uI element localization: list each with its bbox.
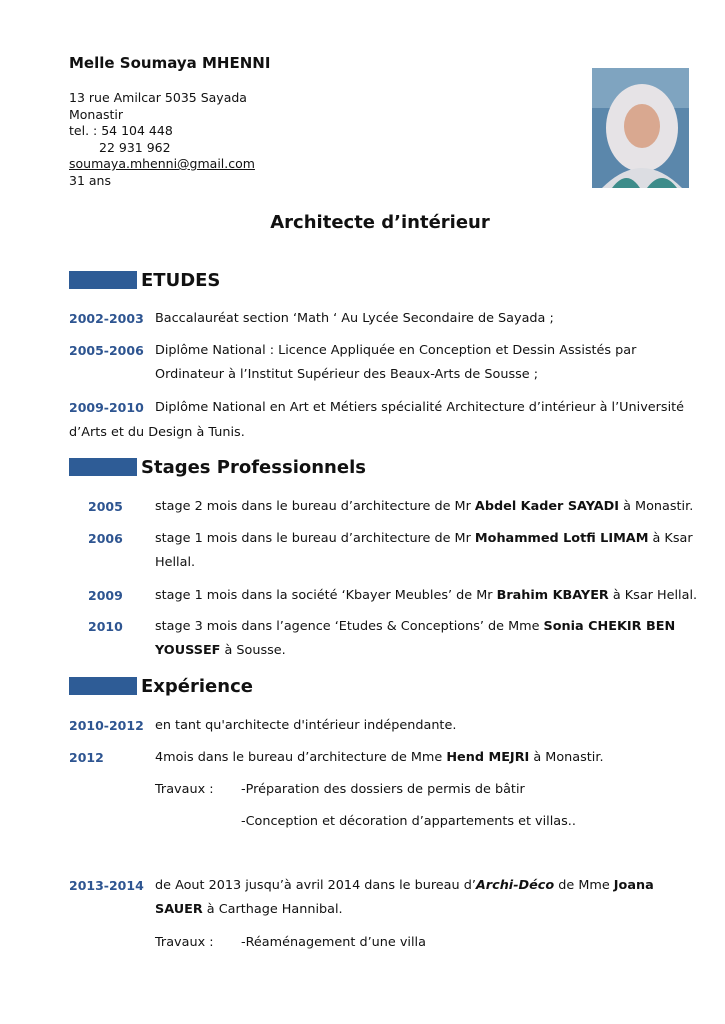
section-experience — [69, 674, 253, 698]
stage-year-3: 2009 — [88, 588, 123, 603]
address-line-1: 13 rue Amilcar 5035 Sayada — [69, 90, 247, 105]
stage-text-1: stage 2 mois dans le bureau d’architecture de Mr Abdel Kader SAYADI à Monastir. — [155, 499, 694, 514]
stage-year-2: 2006 — [88, 531, 123, 546]
year: 2002-2003 — [69, 311, 144, 326]
exp-text-3: de Aout 2013 jusqu’à avril 2014 dans le bureau d’Archi-Déco de Mme Joana — [155, 878, 654, 893]
exp-year-2: 2012 — [69, 750, 104, 765]
stage-year-4: 2010 — [88, 619, 123, 634]
section-bar — [69, 271, 137, 289]
etudes-text-3b: d’Arts et du Design à Tunis. — [69, 425, 245, 440]
exp-travaux-2a: -Préparation des dossiers de permis de bâtir — [241, 782, 525, 797]
exp-text-2: 4mois dans le bureau d’architecture de Mme Hend MEJRI à Monastir. — [155, 750, 604, 765]
section-stages — [69, 455, 366, 479]
etudes-item-2 — [69, 338, 144, 364]
stage-text-4: stage 3 mois dans l’agence ‘Etudes & Conceptions’ de Mme Sonia CHEKIR BEN — [155, 619, 676, 634]
contact-block — [69, 90, 255, 189]
exp-text-1: en tant qu'architecte d'intérieur indépendante. — [155, 718, 457, 733]
address-line-2: Monastir — [69, 106, 124, 122]
exp-travaux-2b: -Conception et décoration d’appartements et villas.. — [241, 814, 576, 829]
stage-text-2b: Hellal. — [155, 555, 196, 570]
year: 2009-2010 — [69, 400, 144, 415]
etudes-item-3 — [69, 395, 144, 421]
etudes-text-2b: Ordinateur à l’Institut Supérieur des Beaux-Arts de Sousse ; — [155, 367, 539, 382]
etudes-text-1: Baccalauréat section ‘Math ‘ Au Lycée Secondaire de Sayada ; — [155, 311, 554, 326]
phone-1: tel. : 54 104 448 — [69, 123, 173, 138]
etudes-item-1 — [69, 306, 144, 332]
section-bar — [69, 458, 137, 476]
section-title: Expérience — [141, 675, 253, 697]
section-title: ETUDES — [141, 269, 221, 291]
job-title: Architecte d’intérieur — [270, 212, 490, 233]
exp-travaux-label-3: Travaux : — [155, 935, 214, 950]
exp-year-3: 2013-2014 — [69, 878, 144, 893]
section-etudes — [69, 268, 220, 292]
section-title: Stages Professionnels — [141, 456, 366, 478]
etudes-text-2a: Diplôme National : Licence Appliquée en Conception et Dessin Assistés par — [155, 343, 637, 358]
stage-text-4b: YOUSSEF à Sousse. — [155, 643, 286, 658]
exp-text-3b: SAUER à Carthage Hannibal. — [155, 902, 343, 917]
age: 31 ans — [69, 172, 111, 188]
profile-photo — [592, 68, 689, 188]
candidate-name: Melle Soumaya MHENNI — [69, 54, 271, 72]
phone-2: 22 931 962 — [99, 139, 171, 155]
email-link[interactable]: soumaya.mhenni@gmail.com — [69, 156, 255, 171]
exp-travaux-3a: -Réaménagement d’une villa — [241, 935, 426, 950]
stage-text-3: stage 1 mois dans la société ‘Kbayer Meubles’ de Mr Brahim KBAYER à Ksar Hellal. — [155, 588, 698, 603]
section-bar — [69, 677, 137, 695]
exp-year-1: 2010-2012 — [69, 718, 144, 733]
year: 2005-2006 — [69, 343, 144, 358]
stage-year-1: 2005 — [88, 499, 123, 514]
etudes-text-3a: Diplôme National en Art et Métiers spécialité Architecture d’intérieur à l’Université — [155, 400, 685, 415]
exp-travaux-label-2: Travaux : — [155, 782, 214, 797]
stage-text-2: stage 1 mois dans le bureau d’architecture de Mr Mohammed Lotfi LIMAM à Ksar — [155, 531, 693, 546]
